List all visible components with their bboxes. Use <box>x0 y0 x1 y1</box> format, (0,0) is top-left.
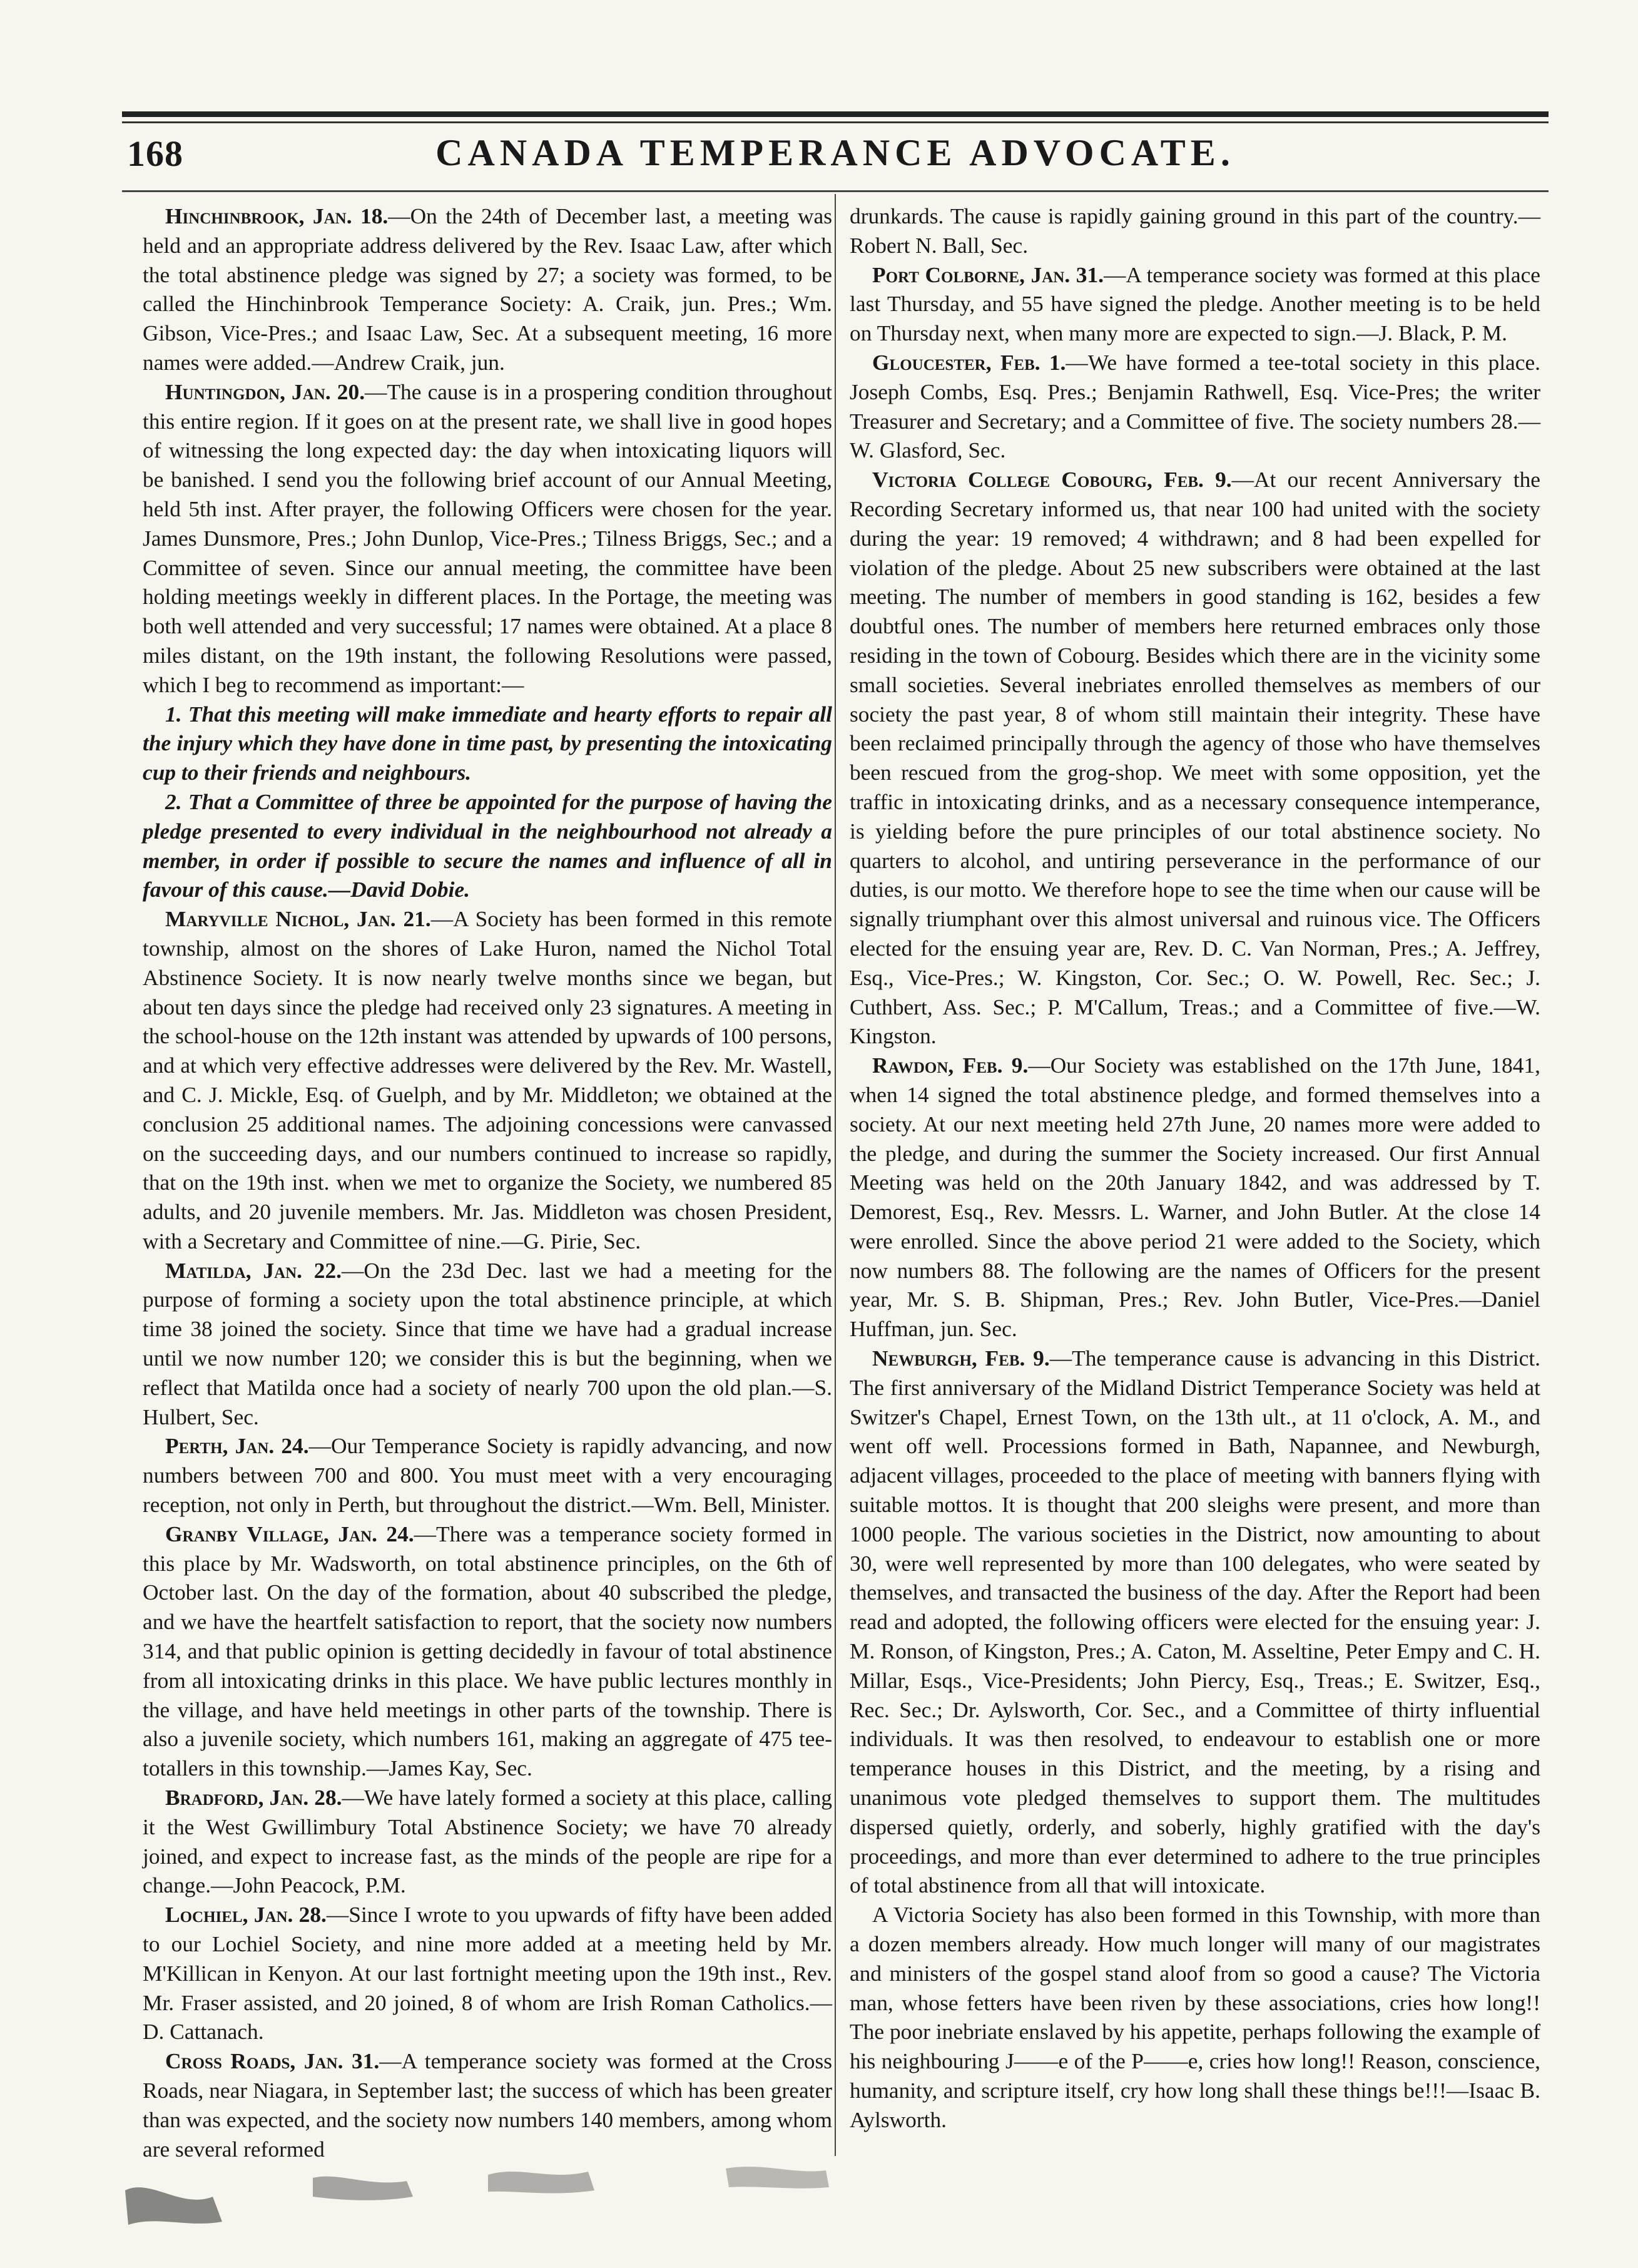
report-victoria-society: A Victoria Society has also been formed in this Township, with more than a dozen members already. How much longer will many of our magistrates and ministers of the gospel stand aloof from so good a cause? The Victoria man, whose fetters have been riven by these associations, cries how long!! The poor inebriate enslaved by his appetite, perhaps following the example of his neighbouring J——e of the P——e, cries how long!! Reason, conscience, humanity, and scripture itself, cry how long shall these things be!!!—Isaac B. Aylsworth. <box>850 1902 1540 2132</box>
dateline: Newburgh, Feb. 9. <box>872 1346 1050 1371</box>
page-header <box>122 129 1549 185</box>
report-rawdon <box>850 1051 1540 1344</box>
column-divider <box>835 194 836 2156</box>
dateline: Matilda, Jan. 22. <box>165 1257 342 1283</box>
dateline: Cross Roads, Jan. 31. <box>165 2048 380 2074</box>
report-body: —A temperance society was formed at the Cross Roads, near Niagara, in September last; the success of which has been greater than was expected, and the society now numbers 140 members, among whom are several reformed <box>143 2048 832 2162</box>
report-hinchinbrook <box>143 202 832 377</box>
report-granby <box>143 1520 832 1783</box>
report-body: —The cause is in a prospering condition throughout this entire region. If it goes on at the present rate, we shall live in good hopes of witnessing the long expected day: the day when intoxicating liquors will be banished. I send you the following brief account of our Annual Meeting, held 5th inst. After prayer, the following Officers were chosen for the year. James Dunsmore, Pres.; John Dunlop, Vice-Pres.; Tilness Briggs, Sec.; and a Committee of seven. Since our annual meeting, the committee have been holding meetings weekly in different places. In the Portage, the meeting was both well attended and very successful; 17 names were obtained. At a place 8 miles distant, on the 19th instant, the following Resolutions were passed, which I beg to recommend as important:— <box>143 379 832 697</box>
report-body: —Our Temperance Society is rapidly advancing, and now numbers between 700 and 800. You must meet with a very encouraging reception, not only in Perth, but throughout the district.—Wm. Bell, Minister. <box>143 1433 832 1518</box>
dateline: Huntingdon, Jan. 20. <box>165 379 365 404</box>
left-column <box>143 202 832 2163</box>
report-body: —On the 24th of December last, a meeting was held and an appropriate address delivered by the Rev. Isaac Law, after which the total abstinence pledge was signed by 27; a society was formed, to be called the Hinchinbrook Temperance Society: A. Craik, jun. Pres.; Wm. Gibson, Vice-Pres.; and Isaac Law, Sec. At a subsequent meeting, 16 more names were added.—Andrew Craik, jun. <box>143 203 832 375</box>
dateline: Lochiel, Jan. 28. <box>165 1902 327 1928</box>
dateline: Hinchinbrook, Jan. 18. <box>165 203 389 228</box>
dateline: Maryville Nichol, Jan. 21. <box>165 906 431 932</box>
resolution-1: 1. That this meeting will make immediate and hearty efforts to repair all the injury which they have done in time past, by presenting the intoxicating cup to their friends and neighbours. <box>143 701 832 785</box>
report-body: —Since I wrote to you upwards of fifty have been added to our Lochiel Society, and nine more added at a meeting held by Mr. M'Killican in Kenyon. At our last fortnight meeting upon the 19th inst., Rev. Mr. Fraser assisted, and 20 joined, 8 of whom are Irish Roman Catholics.—D. Cattanach. <box>143 1902 832 2045</box>
report-body: —A temperance society was formed at this place last Thursday, and 55 have signed the pledge. Another meeting is to be held on Thursday next, when many more are expected to sign.—J. Black, P. M. <box>850 262 1540 346</box>
report-port-colborne <box>850 260 1540 348</box>
page-number: 168 <box>127 133 183 174</box>
dateline: Gloucester, Feb. 1. <box>872 349 1066 375</box>
right-column <box>850 202 1540 2135</box>
report-body: —Our Society was established on the 17th June, 1841, when 14 signed the total abstinence pledge, and formed themselves into a society. At our next meeting held 27th June, 20 names more were added to the pledge, and during the summer the Society increased. Our first Annual Meeting was held on the 20th January 1842, and was addressed by T. Demorest, Esq., Rev. Messrs. L. Warner, and John Butler. At the close 14 were enrolled. Since the above period 21 were added to the Society, which now numbers 88. The following are the names of Officers for the present year, Mr. S. B. Shipman, Pres.; Rev. John Butler, Vice-Pres.—Daniel Huffman, jun. Sec. <box>850 1053 1540 1342</box>
dateline: Rawdon, Feb. 9. <box>872 1053 1029 1078</box>
report-continuation: drunkards. The cause is rapidly gaining ground in this part of the country.—Robert N. Ball, Sec. <box>850 203 1540 258</box>
dateline: Granby Village, Jan. 24. <box>165 1521 414 1546</box>
report-lochiel <box>143 1900 832 2046</box>
report-body: —There was a temperance society formed in this place by Mr. Wadsworth, on total abstinence principles, on the 6th of October last. On the day of the formation, about 40 subscribed the pledge, and we have the heartfelt satisfaction to report, that the society now numbers 314, and that public opinion is getting decidedly in favour of total abstinence from all intoxicating drinks in this place. We have public lectures monthly in the village, and have held meetings in other parts of the township. There is also a juvenile society, which numbers 161, making an aggregate of 475 tee-totallers in this township.—James Kay, Sec. <box>143 1521 832 1781</box>
dateline: Bradford, Jan. 28. <box>165 1785 342 1811</box>
resolution-2: 2. That a Committee of three be appointed for the purpose of having the pledge presented to every individual in the neighbourhood not already a member, in order if possible to secure the names and influence of all in favour of this cause.—David Dobie. <box>143 789 832 902</box>
report-perth <box>143 1431 832 1519</box>
report-cross-roads <box>143 2046 832 2163</box>
report-victoria-college <box>850 465 1540 1051</box>
dateline: Victoria College Cobourg, Feb. 9. <box>872 467 1232 493</box>
ink-smudge-decoration <box>113 2153 1552 2247</box>
report-huntingdon <box>143 377 832 700</box>
report-newburgh <box>850 1344 1540 1900</box>
report-body: —We have lately formed a society at this place, calling it the West Gwillimbury Total Abstinence Society; we have 70 already joined, and expect to increase fast, as the minds of the people are ripe for a change.—John Peacock, P.M. <box>143 1785 833 1898</box>
report-body: —On the 23d Dec. last we had a meeting for the purpose of forming a society upon the total abstinence principle, at which time 38 joined the society. Since that time we have had a gradual increase until we now number 120; we consider this is but the beginning, when we reflect that Matilda once had a society of nearly 700 upon the old plan.—S. Hulbert, Sec. <box>143 1257 832 1429</box>
report-matilda <box>143 1256 832 1432</box>
report-body: —We have formed a tee-total society in this place. Joseph Combs, Esq. Pres.; Benjamin Rathwell, Esq. Vice-Pres; the writer Treasurer and Secretary; and a Committee of five. The society numbers 28.—W. Glasford, Sec. <box>850 349 1540 463</box>
report-body: —A Society has been formed in this remote township, almost on the shores of Lake Huron, named the Nichol Total Abstinence Society. It is now nearly twelve months since we began, but about ten days since the pledge had received only 23 signatures. A meeting in the school-house on the 12th instant was attended by upwards of 100 persons, and at which very effective addresses were delivered by the Rev. Mr. Wastell, and C. J. Mickle, Esq. of Guelph, and by Mr. Middleton; we obtained at the conclusion 25 additional names. The adjoining concessions were canvassed on the succeeding days, and our numbers continued to increase so rapidly, that on the 19th inst. when we met to organize the Society, we numbered 85 adults, and 20 juvenile members. Mr. Jas. Middleton was chosen President, with a Secretary and Committee of nine.—G. Pirie, Sec. <box>143 906 833 1254</box>
dateline: Perth, Jan. 24. <box>165 1433 309 1459</box>
report-body: —At our recent Anniversary the Recording Secretary informed us, that near 100 had united with the society during the year: 19 removed; 4 withdrawn; and 8 had been expelled for violation of the pledge. About 25 new subscribers were obtained at the last meeting. The number of members in good standing is 162, besides a few doubtful ones. The number of members here returned embraces only those residing in the town of Cobourg. Besides which there are in the vicinity some small societies. Several inebriates enrolled themselves as members of our society the past year, 8 of whom still maintain their integrity. These have been reclaimed principally through the agency of those who have themselves been rescued from the grog-shop. We meet with some opposition, yet the traffic in intoxicating drinks, and as a necessary consequence intemperance, is yielding before the pure principles of our total abstinence society. No quarters to alcohol, and untiring perseverance in the performance of our duties, is our motto. We therefore hope to see the time when our cause will be signally triumphant over this almost universal and ruinous vice. The Officers elected for the ensuing year are, Rev. D. C. Van Norman, Pres.; A. Jeffrey, Esq., Vice-Pres.; W. Kingston, Cor. Sec.; O. W. Powell, Rec. Sec.; J. Cuthbert, Ass. Sec.; P. M'Callum, Treas.; and a Committee of five.—W. Kingston. <box>850 467 1540 1049</box>
publication-title: CANADA TEMPERANCE ADVOCATE. <box>435 132 1235 173</box>
report-body: —The temperance cause is advancing in this District. The first anniversary of the Midland District Temperance Society was held at Switzer's Chapel, Ernest Town, on the 13th ult., at 11 o'clock, A. M., and went off well. Processions formed in Bath, Napannee, and Newburgh, adjacent villages, proceeded to the place of meeting with banners flying with suitable mottos. It is thought that 200 sleighs were present, and more than 1000 people. The various societies in the District, now amounting to about 30, were well represented by more than 100 delegates, who were seated by themselves, and transacted the business of the day. After the Report had been read and adopted, the following officers were elected for the ensuing year: J. M. Ronson, of Kingston, Pres.; A. Caton, M. Asseltine, Peter Empy and C. H. Millar, Esqs., Vice-Presidents; John Piercy, Esq., Treas.; E. Switzer, Esq., Rec. Sec.; Dr. Aylsworth, Cor. Sec., and a Committee of thirty influential individuals. It was then resolved, to endeavour to establish one or more temperance houses in this District, and the meeting, by a rising and unanimous vote pledged themselves to support them. The multitudes dispersed quietly, orderly, and soberly, highly gratified with the day's proceedings, and more than ever determined to adhere to the true principles of total abstinence from all that will intoxicate. <box>850 1346 1541 1898</box>
report-gloucester <box>850 348 1540 465</box>
report-maryville <box>143 904 832 1256</box>
dateline: Port Colborne, Jan. 31. <box>872 262 1104 287</box>
top-rule-thin <box>122 121 1549 123</box>
report-bradford <box>143 1783 832 1900</box>
header-rule <box>122 190 1549 192</box>
top-rule <box>122 111 1549 117</box>
